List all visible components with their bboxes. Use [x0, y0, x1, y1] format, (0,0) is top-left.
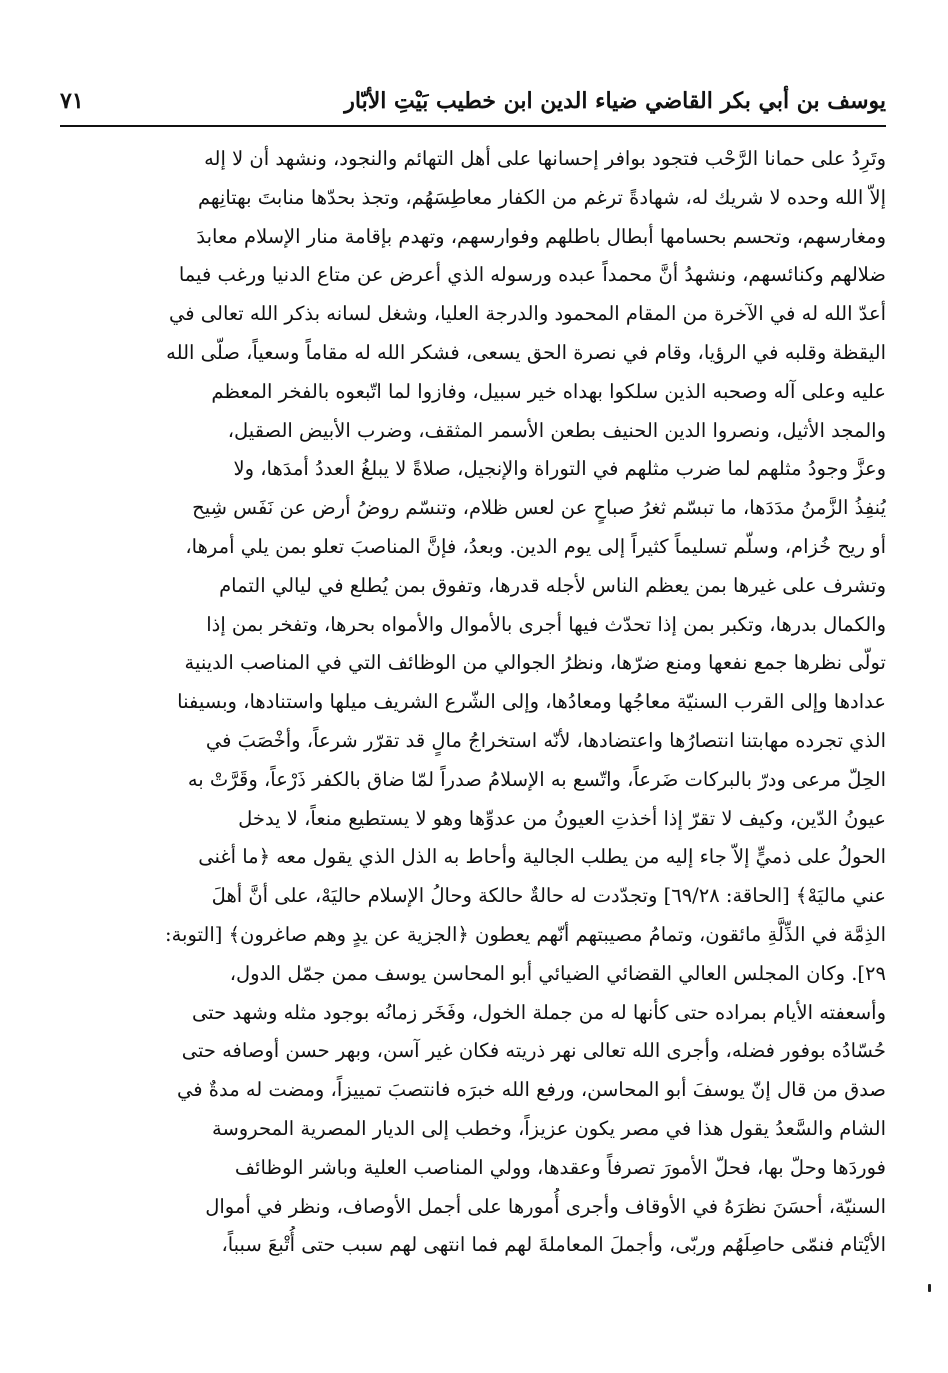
text-line: صدق من قال إنّ يوسفَ أبو المحاسن، ورفع الله خبرَه فانتصبَ تمييزاً، ومضت له مدةٌ في: [176, 1078, 886, 1102]
text-line: وعزَّ وجودُ مثلهم لما ضرب مثلهم في التوراة والإنجيل، صلاةً لا يبلغُ العددُ أمدَها، ولا: [233, 457, 886, 481]
page-number: ٧١: [60, 88, 84, 114]
body-text: [60, 140, 886, 1265]
text-line: أو ريح خُزام، وسلّم تسليماً كثيراً إلى يوم الدين. وبعدُ، فإنَّ المناصبَ تعلو بمن يلي أمرها،: [185, 534, 886, 558]
text-line: عني ماليَهْ﴾ [الحاقة: ٦٩/٢٨] وتجدّدت له حالةٌ حالكة وحالُ الإسلام حاليَهْ، على أنَّ أهلَ: [211, 884, 886, 908]
text-line: الذي تجرده مهابتنا انتصارُها واعتضادها، لأنّه استخراجُ مالٍ قد تقرّر شرعاً، وأخْصَبَ في: [205, 728, 886, 752]
page-header: [60, 84, 886, 124]
text-line: والمجد الأثيل، ونصروا الدين الحنيف بطعن الأسمر المثقف، وضرب الأبيض الصقيل،: [227, 418, 886, 442]
text-line: أعدّ الله له في الآخرة من المقام المحمود والدرجة العليا، وشغل لسانه بذكر الله تعالى في: [168, 302, 886, 326]
text-line: الشام والسَّعدُ يقول هذا في مصر يكون عزيزاً، وخطب إلى الديار المصرية المحروسة: [212, 1116, 886, 1140]
text-line: عدادها وإلى القرب السنيّة معاجُها ومعادُها، وإلى الشّرع الشريف ميلها واستنادها، وبسيفنا: [177, 690, 886, 714]
text-line: ومغارسهم، وتحسم بحسامها أبطال باطلهم وفوارسهم، وتهدم بإقامة منار الإسلام معابدَ: [196, 224, 886, 248]
text-line: عليه وعلى آله وصحبه الذين سلكوا بهداه خير سبيل، وفازوا لما اتّبعوه بالفخر المعظم: [211, 379, 886, 403]
text-line: عيونُ الدّين، وكيف لا تقرّ إذا أخذتِ العيونُ من عدوِّها وهو لا يستطيع منعاً، لا يدخل: [238, 806, 886, 830]
text-line: حُسّادُه بوفور فضله، وأجرى الله تعالى نهر ذريته فكان غير آسن، وبهر حسن أوصافه حتى: [181, 1039, 886, 1063]
text-line: الحولُ على ذميٍّ إلاّ جاء إليه من يطلب الجالية وأحاط به الذل الذي يقول معه ﴿ما أغنى: [198, 845, 886, 869]
text-line: الذِمَّة في الذِّلَّةِ مائقون، وتمامُ مصيبتهم أنّهم يعطون ﴿الجزية عن يدٍ وهم صاغرون﴾ [التوبة:: [165, 922, 886, 946]
text-line: فوردَها وحلّ بها، فحلّ الأمورَ تصرفاً وعقدها، وولي المناصب العلية وباشر الوظائف: [234, 1155, 886, 1179]
text-line: ضلالهم وكنائسهم، ونشهدُ أنَّ محمداً عبده ورسوله الذي أعرض عن متاع الدنيا ورغب فيما: [178, 263, 886, 287]
text-line: ٢٩]. وكان المجلس العالي القضائي الضيائي أبو المحاسن يوسف ممن جمّل الدول،: [229, 961, 886, 985]
text-line: اليقظة وقلبه في الرؤيا، وقام في نصرة الحق يسعى، فشكر الله له مقاماً وسعياً، صلّى الله: [166, 340, 886, 364]
header-divider: [60, 125, 886, 127]
text-line: الحِلّ مرعى ودرّ بالبركات ضَرعاً، واتّسع به الإسلامُ صدراً لمّا ضاق بالكفر ذَرْعاً، وقَرَّتْ به: [187, 767, 886, 791]
text-line: تولّى نظرها جمع نفعها ومنع ضرّها، ونظرُ الجوالي من الوظائف التي في المناصب الدينية: [184, 651, 886, 675]
scan-speck: [928, 1284, 931, 1292]
running-title: يوسف بن أبي بكر القاضي ضياء الدين ابن خطيب بَيْتِ الأبّار: [344, 88, 886, 114]
text-line: يُنفِذُ الزَّمنُ مدَدَها، ما تبسّم ثغرُ صباحٍ عن لعس ظلام، وتنسّم روضُ أرض عن نَفَس شِيح: [192, 496, 886, 520]
text-line: الأيْتام فنمّى حاصِلَهُم وربّى، وأجملَ المعاملةَ لهم فما انتهى لهم سبب حتى أُتْبعَ سبباً،: [221, 1233, 886, 1257]
text-line: والكمال بدرها، وتكبر بمن إذا تحدّث فيها أجرى بالأموال والأمواه بحرها، وتفخر بمن إذا: [206, 612, 886, 636]
text-line: وتَرِدُ على حمانا الرَّحْب فتجود بوافر إحسانها على أهل التهائم والنجود، ونشهد أن لا إله: [204, 147, 886, 170]
text-line: إلاّ الله وحده لا شريك له، شهادةً ترغم من الكفار معاطِسَهُم، وتجذ بحدّها منابتَ بهتانِهم: [197, 185, 886, 209]
text-line: السنيّة، أحسَنَ نظرَهُ في الأوقاف وأجرى أُمورها على أجمل الأوصاف، ونظر في أموال: [205, 1194, 886, 1218]
text-line: وأسعفته الأيام بمراده حتى كأنها له من جملة الخول، وفَخَر زمانُه بوجود مثله وشهد حتى: [192, 1000, 886, 1024]
text-line: وتشرف على غيرها بمن يعظم الناس لأجله قدرها، وتفوق بمن يُطلع في ليالي التمام: [219, 573, 886, 597]
